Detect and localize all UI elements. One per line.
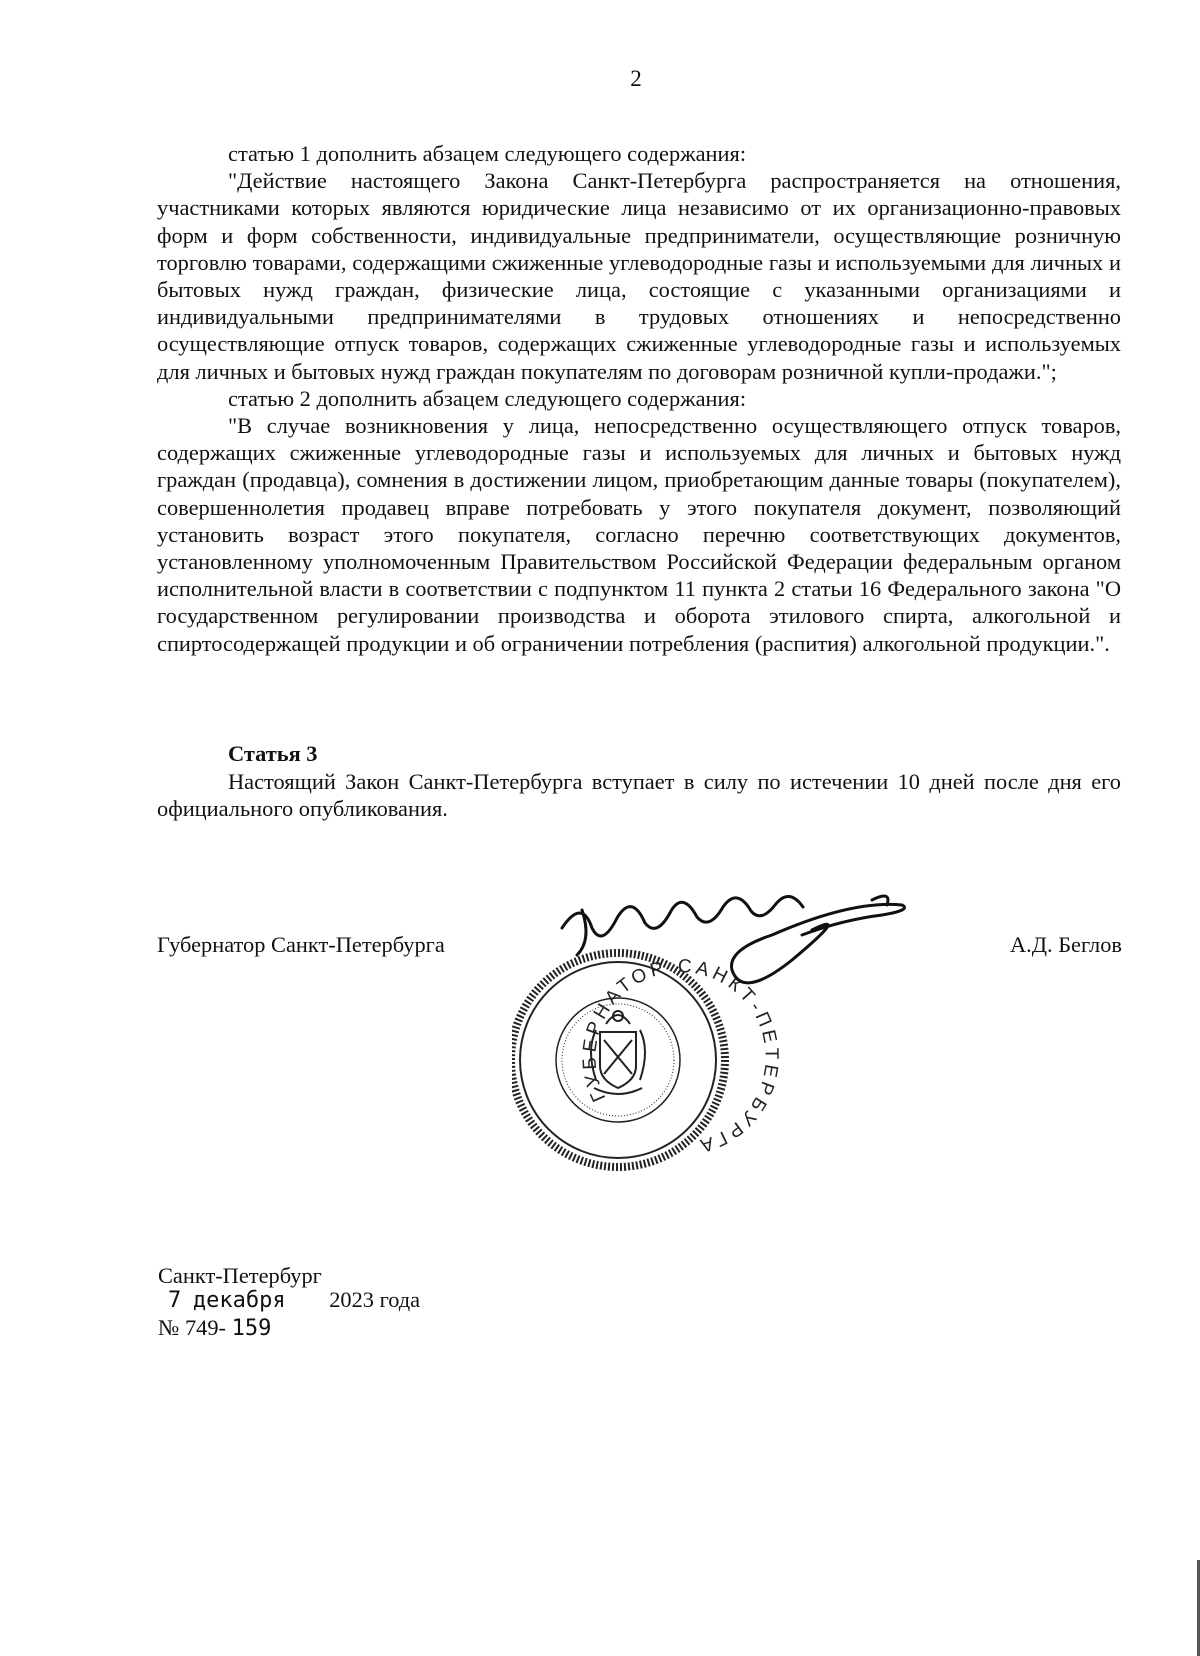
law-number-value: 159 xyxy=(231,1316,272,1341)
date-year: 2023 года xyxy=(329,1287,421,1312)
signing-place: Санкт-Петербург xyxy=(158,1263,322,1288)
signing-date xyxy=(158,1287,420,1313)
handwritten-signature xyxy=(562,896,905,983)
article-title: Статья 3 xyxy=(228,741,318,766)
law-number-prefix: № 749- xyxy=(158,1315,227,1340)
signatory-title: Губернатор Санкт-Петербурга xyxy=(157,932,445,957)
date-day: 7 xyxy=(168,1288,182,1313)
seal-text: ГУБЕРНАТОР САНКТ-ПЕТЕРБУРГА xyxy=(579,955,782,1157)
signatory-name: А.Д. Беглов xyxy=(1009,932,1122,957)
amendment-text xyxy=(157,140,1121,657)
official-seal xyxy=(512,953,782,1167)
paragraph: статью 2 дополнить абзацем следующего содержания: xyxy=(228,385,747,411)
date-month: декабря xyxy=(192,1288,286,1313)
article-3 xyxy=(157,740,1121,823)
law-number xyxy=(158,1315,271,1341)
page-number: 2 xyxy=(630,66,642,91)
paragraph: статью 1 дополнить абзацем следующего содержания: xyxy=(228,141,747,166)
paragraph: "В случае возникновения у лица, непосредственно осуществляющего отпуск товаров, содержащих сжиженные углеводородные газы и используемых для личных и бытовых нужд граждан (продавца), сомнения в достижении лицом, приобретающим данные товары (покупателем), совершеннолетия продавец вправе потребовать у этого покупателя документ, позволяющий установить возраст этого покупателя, согласно перечню соответствующих документов, установленному уполномоченным Правительством Российской Федерации федеральным органом исполнительной власти в соответствии с подпунктом 11 пункта 2 статьи 16 Федерального закона "О государственном регулировании производства и оборота этилового спирта, алкогольной и спиртосодержащей продукции и об ограничении потребления (распития) алкогольной продукции.". xyxy=(157,413,1121,656)
paragraph: "Действие настоящего Закона Санкт-Петербурга распространяется на отношения, участниками которых являются юридические лица независимо от их организационно-правовых форм и форм собственности, индивидуальные предприниматели, осуществляющие розничную торговлю товарами, содержащими сжиженные углеводородные газы и используемыми для личных и бытовых нужд граждан, физические лица, состоящие с указанными организациями и индивидуальными предпринимателями в трудовых отношениях и непосредственно осуществляющие отпуск товаров, содержащих сжиженные углеводородные газы и используемых для личных и бытовых нужд граждан покупателям по договорам розничной купли-продажи."; xyxy=(157,168,1121,384)
article-text: Настоящий Закон Санкт-Петербурга вступает в силу по истечении 10 дней после дня его официального опубликования. xyxy=(157,768,1121,821)
seal-and-signature xyxy=(512,870,972,1200)
